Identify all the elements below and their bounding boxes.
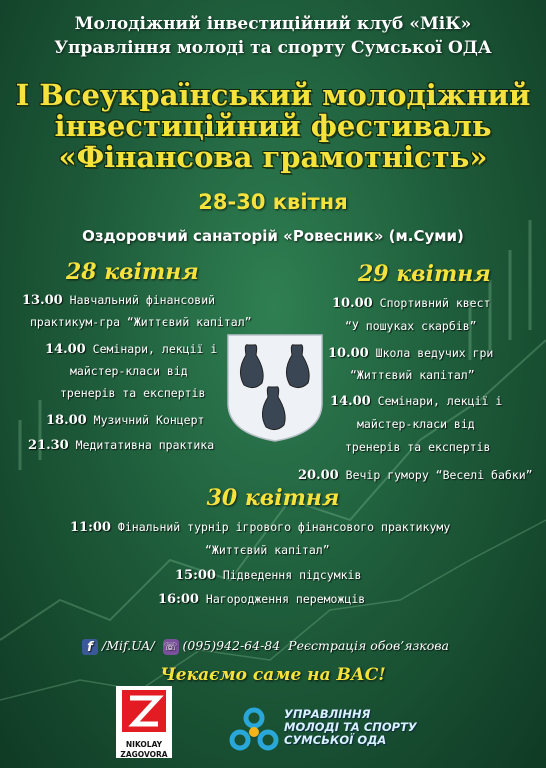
- nikolay-zagovora-logo: [116, 686, 172, 758]
- viber-icon: ☏: [163, 639, 178, 653]
- day3-event-3: 16:00 Нагородження переможців: [158, 592, 366, 607]
- festival-title-3: «Фінансова грамотність»: [58, 140, 488, 174]
- header-line-1: Молодіжний інвестиційний клуб «МіК»: [74, 14, 472, 34]
- day2-event-2: 10.00 Школа ведучих гри: [328, 346, 494, 361]
- day1-event-4: 21.30 Медитативна практика: [28, 438, 215, 453]
- festival-dates: 28-30 квітня: [198, 190, 348, 214]
- department-logo-text: [284, 708, 417, 747]
- coat-of-arms-icon: [226, 333, 324, 443]
- day1-event-2: 14.00 Семінари, лекції і: [45, 342, 218, 357]
- header-line-2: Управління молоді та спорту Сумської ОДА: [54, 38, 492, 58]
- phone-number[interactable]: (095)942-64-84: [182, 638, 281, 653]
- day1-title: 28 квітня: [66, 259, 199, 285]
- day2-event-3: 14.00 Семінари, лекції і: [330, 394, 503, 409]
- facebook-icon: f: [82, 639, 98, 655]
- facebook-link[interactable]: /Mif.UA/: [101, 638, 155, 653]
- day1-event-1: 13.00 Навчальний фінансовий: [22, 293, 216, 308]
- day2-event-1: 10.00 Спортивний квест: [332, 296, 491, 311]
- day2-event-1-cont: “У пошуках скарбів”: [345, 319, 477, 333]
- logo-right-line3: СУМСЬКОЇ ОДА: [284, 733, 387, 747]
- day3-event-1-cont: “Життєвий капітал”: [205, 543, 330, 557]
- day2-event-3-cont2: тренерів та експертів: [345, 440, 491, 454]
- registration-note: Реєстрація обов’язкова: [288, 638, 449, 653]
- day2-event-4: 20.00 Вечір гумору “Веселі бабки”: [298, 468, 533, 483]
- day1-event-2-cont2: тренерів та експертів: [60, 386, 206, 400]
- z-logo-icon: [116, 686, 172, 736]
- day1-event-1-cont: практикум-гра “Життєвий капітал”: [30, 315, 252, 329]
- youth-sport-department-emblem-icon: [228, 706, 280, 754]
- day3-event-1: 11:00 Фінальний турнір ігрового фінансового практикуму: [70, 520, 451, 535]
- day2-event-3-cont: майстер-класи від: [357, 417, 475, 431]
- logo-right-line1: УПРАВЛІННЯ: [284, 707, 371, 721]
- festival-title-1: I Всеукраїнський молодіжний: [15, 78, 531, 112]
- day1-event-2-cont: майстер-класи від: [70, 364, 188, 378]
- contact-line: [82, 638, 449, 655]
- logo-right-line2: МОЛОДІ ТА СПОРТУ: [284, 720, 417, 734]
- day3-title: 30 квітня: [206, 485, 340, 511]
- festival-title-2: інвестиційний фестиваль: [54, 109, 492, 143]
- festival-venue: Оздоровчий санаторій «Ровесник» (м.Суми): [82, 227, 464, 245]
- day2-event-2-cont: “Життєвий капітал”: [350, 368, 475, 382]
- slogan: Чекаємо саме на ВАС!: [160, 665, 386, 685]
- day3-event-2: 15:00 Підведення підсумків: [175, 568, 362, 583]
- day1-event-3: 18.00 Музичний Концерт: [46, 413, 205, 428]
- day2-title: 29 квітня: [358, 261, 491, 287]
- logo-left-line1: NIKOLAY: [125, 740, 163, 749]
- logo-left-line2: ZAGOVORA: [120, 750, 168, 759]
